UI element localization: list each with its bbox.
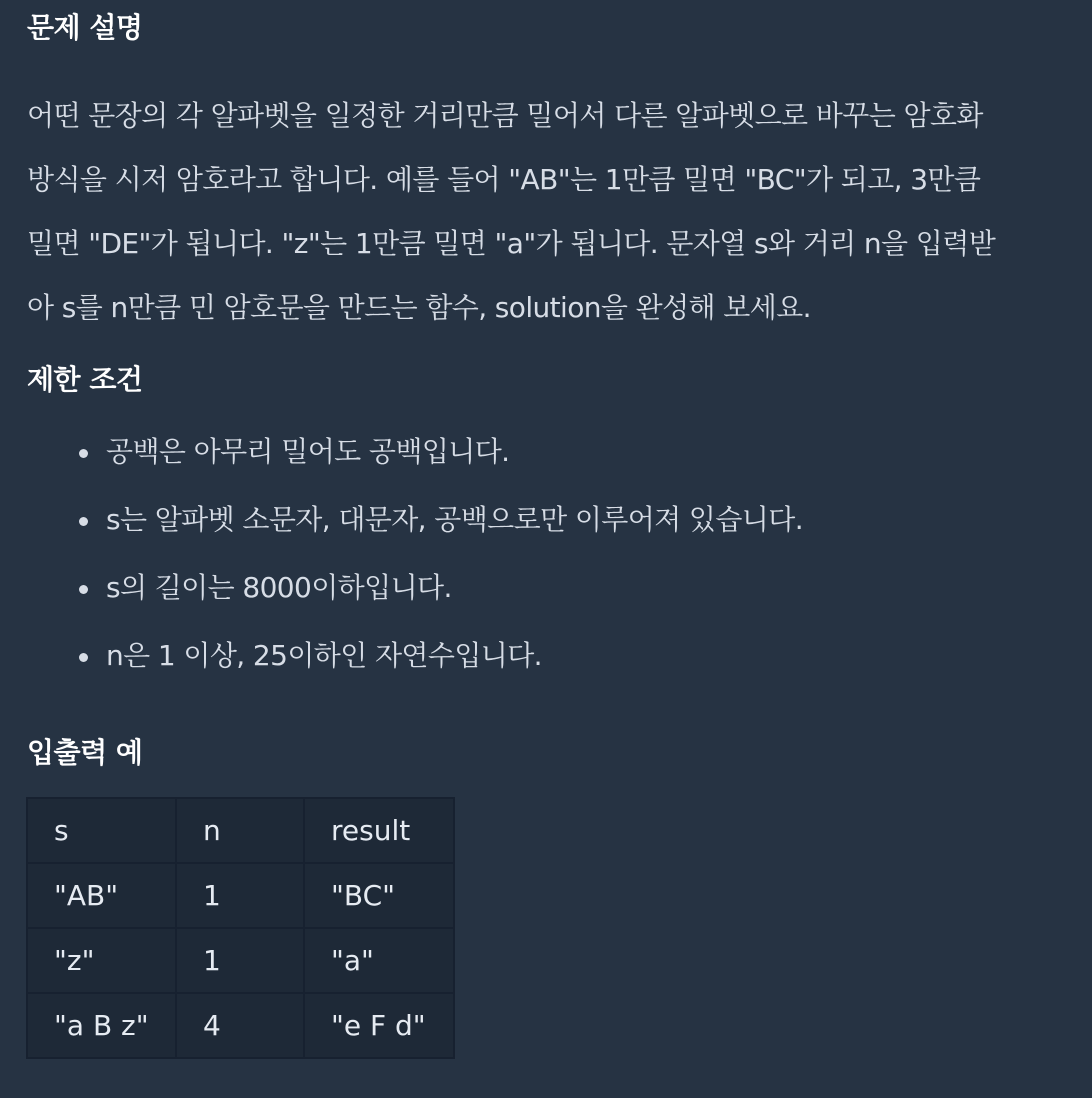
constraints-list	[27, 418, 803, 690]
description-line: 아 s를 n만큼 민 암호문을 만드는 함수, solution을 완성해 보세요.	[27, 291, 811, 324]
constraint-text: s는 알파벳 소문자, 대문자, 공백으로만 이루어져 있습니다.	[106, 503, 803, 536]
column-header-s: s	[27, 798, 176, 863]
examples-table	[26, 797, 455, 1059]
bullet-icon	[79, 653, 88, 662]
column-header-result: result	[304, 798, 454, 863]
cell-result: "BC"	[304, 863, 454, 928]
constraint-item	[27, 554, 803, 622]
cell-result: "e F d"	[304, 993, 454, 1058]
constraint-item	[27, 418, 803, 486]
description-line: 밀면 "DE"가 됩니다. "z"는 1만큼 밀면 "a"가 됩니다. 문자열 s와 거리 n을 입력받	[27, 227, 996, 260]
description-paragraph	[27, 84, 1092, 340]
table-row	[27, 928, 454, 993]
cell-n: 4	[176, 993, 304, 1058]
bullet-icon	[79, 449, 88, 458]
cell-result: "a"	[304, 928, 454, 993]
column-header-n: n	[176, 798, 304, 863]
cell-n: 1	[176, 863, 304, 928]
section-title-constraints: 제한 조건	[27, 363, 143, 396]
constraint-item	[27, 622, 803, 690]
constraint-item	[27, 486, 803, 554]
table-row	[27, 993, 454, 1058]
bullet-icon	[79, 585, 88, 594]
cell-s: "a B z"	[27, 993, 176, 1058]
table-row	[27, 863, 454, 928]
bullet-icon	[79, 517, 88, 526]
description-line: 방식을 시저 암호라고 합니다. 예를 들어 "AB"는 1만큼 밀면 "BC"가 되고, 3만큼	[27, 163, 981, 196]
section-title-examples: 입출력 예	[27, 736, 143, 769]
constraint-text: s의 길이는 8000이하입니다.	[106, 571, 452, 604]
cell-n: 1	[176, 928, 304, 993]
table-header-row	[27, 798, 454, 863]
cell-s: "AB"	[27, 863, 176, 928]
cell-s: "z"	[27, 928, 176, 993]
description-line: 어떤 문장의 각 알파벳을 일정한 거리만큼 밀어서 다른 알파벳으로 바꾸는 암호화	[27, 99, 983, 132]
section-title-description: 문제 설명	[27, 11, 143, 44]
constraint-text: n은 1 이상, 25이하인 자연수입니다.	[106, 639, 542, 672]
constraint-text: 공백은 아무리 밀어도 공백입니다.	[106, 435, 510, 468]
